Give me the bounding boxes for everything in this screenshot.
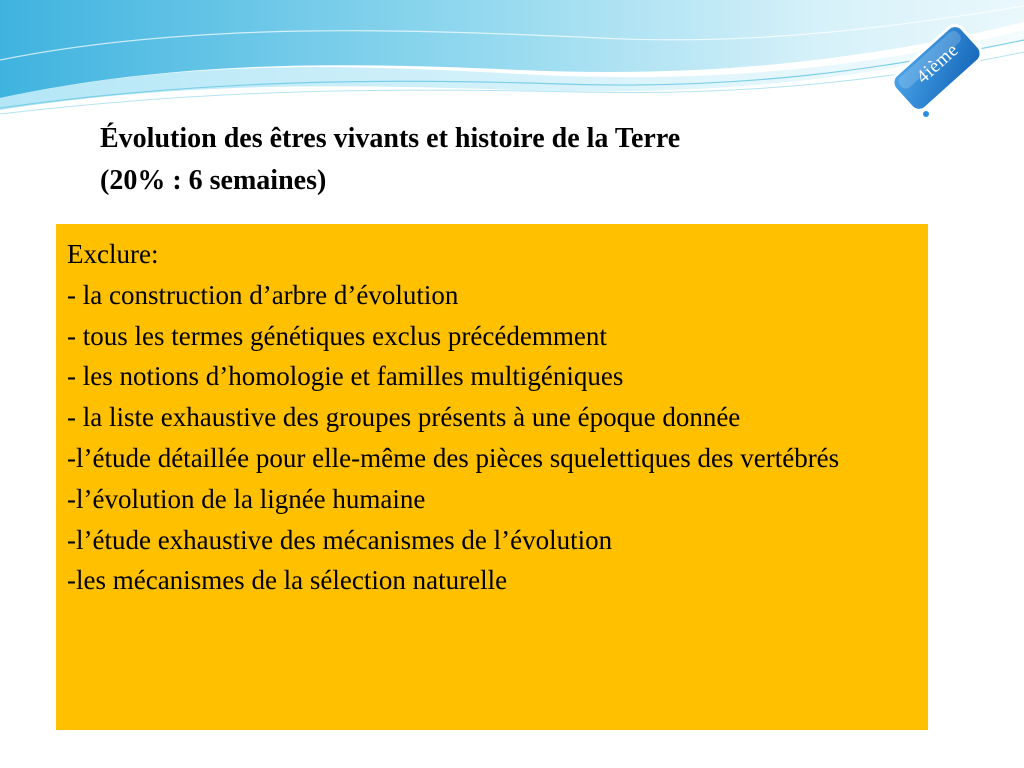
exclusion-item: -l’évolution de la lignée humaine	[67, 483, 426, 514]
exclusions-box	[56, 224, 928, 730]
wave-decoration	[0, 0, 1024, 130]
exclusion-item: - la construction d’arbre d’évolution	[67, 279, 459, 310]
title-line-2: (20% : 6 semaines)	[100, 165, 327, 196]
exclusions-heading: Exclure:	[67, 239, 159, 269]
exclusion-item: -l’étude détaillée pour elle-même des pièces squelettiques des vertébrés	[67, 442, 840, 473]
exclusion-item: - les notions d’homologie et familles multigéniques	[67, 361, 624, 392]
title-line-1: Évolution des êtres vivants et histoire de la Terre	[100, 123, 681, 154]
badge-label: 4ième	[912, 39, 963, 88]
exclusion-item: - la liste exhaustive des groupes présents à une époque donnée	[67, 402, 741, 433]
exclusion-item: - tous les termes génétiques exclus précédemment	[67, 320, 607, 351]
exclusion-item: -les mécanismes de la sélection naturelle	[67, 565, 508, 596]
exclusion-item: -l’étude exhaustive des mécanismes de l’évolution	[67, 524, 613, 555]
slide-title	[100, 118, 900, 202]
